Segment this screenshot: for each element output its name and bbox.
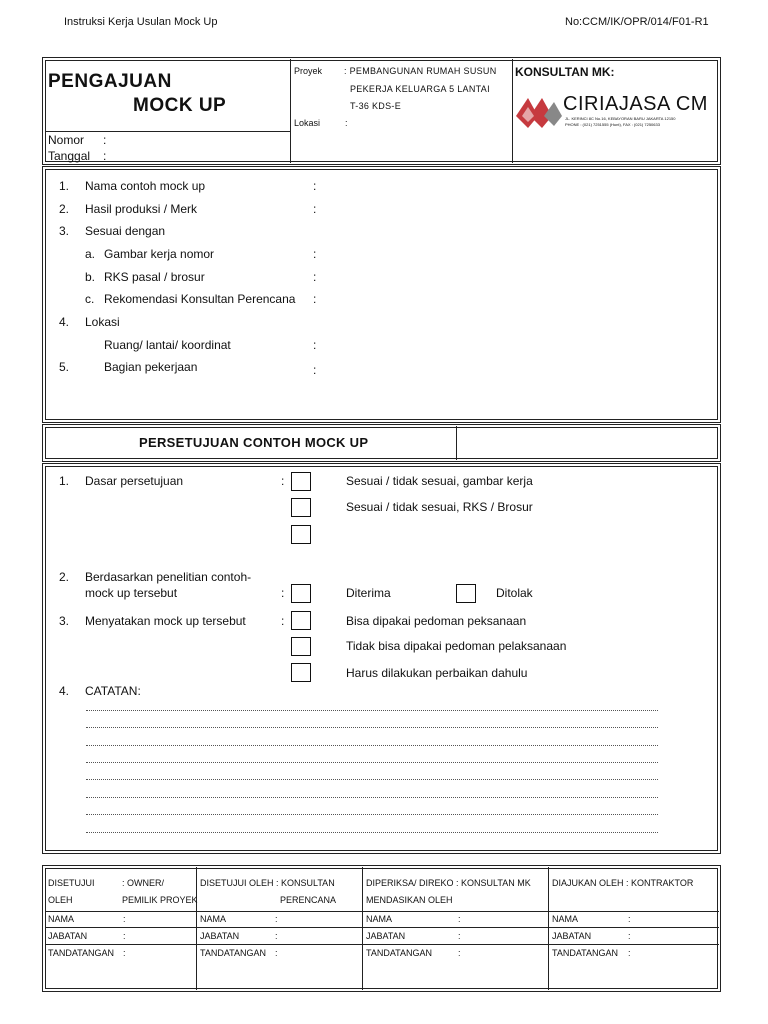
item-3c-colon: : xyxy=(313,292,317,306)
approval-1-label: Dasar persetujuan xyxy=(85,474,184,488)
sig-col4-nama-colon: : xyxy=(628,914,631,924)
option-sesuai-gambar-kerja: Sesuai / tidak sesuai, gambar kerja xyxy=(346,474,533,488)
item-3c-letter: c. xyxy=(85,292,95,306)
sig-col4-tandatangan-label: TANDATANGAN xyxy=(552,948,619,958)
proyek-label: Proyek xyxy=(294,66,323,76)
proyek-value-line2: PEKERJA KELUARGA 5 LANTAI xyxy=(350,84,490,94)
sig-col1-nama-label: NAMA xyxy=(48,914,75,924)
option-bisa-dipakai: Bisa dipakai pedoman peksanaan xyxy=(346,614,527,628)
checkbox-perbaikan-dahulu[interactable] xyxy=(291,663,311,682)
approval-section-title: PERSETUJUAN CONTOH MOCK UP xyxy=(139,435,369,450)
checkbox-bisa-dipakai[interactable] xyxy=(291,611,311,630)
item-4-label: Lokasi xyxy=(85,315,120,329)
item-2-label: Hasil produksi / Merk xyxy=(85,202,198,216)
item-3-number: 3. xyxy=(59,224,70,238)
option-diterima: Diterima xyxy=(346,586,391,600)
sig-col2-heading-line2: PERENCANA xyxy=(280,895,337,905)
logo-company-name: CIRIAJASA CM xyxy=(563,93,708,115)
sig-col3-tandatangan-label: TANDATANGAN xyxy=(366,948,433,958)
sig-col1-heading-line2: OLEH xyxy=(48,895,73,905)
item-2-colon: : xyxy=(313,202,317,216)
checkbox-sesuai-gambar-kerja[interactable] xyxy=(291,472,311,491)
sig-col2-jabatan-label: JABATAN xyxy=(200,931,240,941)
sig-col1-tandatangan-label: TANDATANGAN xyxy=(48,948,115,958)
sig-col3-jabatan-colon: : xyxy=(458,931,461,941)
sig-col1-tandatangan-colon: : xyxy=(123,948,126,958)
item-4-number: 4. xyxy=(59,315,70,329)
approval-1-colon: : xyxy=(281,474,285,488)
item-3a-label: Gambar kerja nomor xyxy=(104,247,215,261)
sig-col4-jabatan-label: JABATAN xyxy=(552,931,592,941)
sig-col2-nama-colon: : xyxy=(275,914,278,924)
checkbox-ditolak[interactable] xyxy=(456,584,476,603)
item-1-label: Nama contoh mock up xyxy=(85,179,206,193)
sig-col1-heading-line1: DISETUJUI xyxy=(48,878,95,888)
checkbox-diterima[interactable] xyxy=(291,584,311,603)
item-3b-colon: : xyxy=(313,270,317,284)
catatan-line-7[interactable] xyxy=(86,814,658,815)
tanggal-label: Tanggal xyxy=(48,149,91,163)
item-5-colon: : xyxy=(313,363,317,377)
option-sesuai-rks-brosur: Sesuai / tidak sesuai, RKS / Brosur xyxy=(346,500,533,514)
approval-2-number: 2. xyxy=(59,570,70,584)
tanggal-colon: : xyxy=(103,149,107,163)
sig-col4-jabatan-colon: : xyxy=(628,931,631,941)
item-3a-letter: a. xyxy=(85,247,96,261)
item-1-colon: : xyxy=(313,179,317,193)
catatan-line-4[interactable] xyxy=(86,762,658,763)
item-3b-letter: b. xyxy=(85,270,96,284)
sig-col3-nama-label: NAMA xyxy=(366,914,393,924)
item-4a-label: Ruang/ lantai/ koordinat xyxy=(104,338,231,352)
sig-col2-nama-label: NAMA xyxy=(200,914,227,924)
sig-col1-heading-line2b: PEMILIK PROYEK xyxy=(122,895,198,905)
sig-col4-tandatangan-colon: : xyxy=(628,948,631,958)
item-3c-label: Rekomendasi Konsultan Perencana xyxy=(104,292,296,306)
catatan-line-5[interactable] xyxy=(86,779,658,780)
form-title-line2: MOCK UP xyxy=(133,95,227,116)
catatan-label: CATATAN: xyxy=(85,684,141,698)
approval-1-number: 1. xyxy=(59,474,70,488)
sig-col2-tandatangan-colon: : xyxy=(275,948,278,958)
sig-col3-jabatan-label: JABATAN xyxy=(366,931,406,941)
sig-col1-nama-colon: : xyxy=(123,914,126,924)
sig-col2-tandatangan-label: TANDATANGAN xyxy=(200,948,267,958)
item-5-number: 5. xyxy=(59,360,70,374)
form-title-line1: PENGAJUAN xyxy=(48,71,172,92)
checkbox-tidak-bisa-dipakai[interactable] xyxy=(291,637,311,656)
lokasi-colon: : xyxy=(345,118,348,128)
sig-col4-nama-label: NAMA xyxy=(552,914,579,924)
sig-col1-heading-line1b: : OWNER/ xyxy=(122,878,164,888)
catatan-line-2[interactable] xyxy=(86,727,658,728)
proyek-value-line3: T-36 KDS-E xyxy=(350,101,402,111)
item-4a-colon: : xyxy=(313,338,317,352)
approval-3-colon: : xyxy=(281,614,285,628)
sig-col2-jabatan-colon: : xyxy=(275,931,278,941)
sig-col4-heading-line1: DIAJUKAN OLEH : KONTRAKTOR xyxy=(552,878,694,888)
nomor-label: Nomor xyxy=(48,133,85,147)
document-number: No:CCM/IK/OPR/014/F01-R1 xyxy=(565,16,709,28)
item-2-number: 2. xyxy=(59,202,70,216)
option-ditolak: Ditolak xyxy=(496,586,533,600)
konsultan-mk-label: KONSULTAN MK: xyxy=(515,65,615,79)
option-tidak-bisa-dipakai: Tidak bisa dipakai pedoman pelaksanaan xyxy=(346,639,567,653)
approval-2-colon: : xyxy=(281,586,285,600)
approval-3-label: Menyatakan mock up tersebut xyxy=(85,614,246,628)
checkbox-sesuai-rks-brosur[interactable] xyxy=(291,498,311,517)
checkbox-blank-option[interactable] xyxy=(291,525,311,544)
item-3a-colon: : xyxy=(313,247,317,261)
item-3-label: Sesuai dengan xyxy=(85,224,166,238)
item-5-label: Bagian pekerjaan xyxy=(104,360,198,374)
approval-details-section xyxy=(42,463,721,854)
approval-2-label-line1: Berdasarkan penelitian contoh- xyxy=(85,570,252,584)
sig-col2-heading-line1: DISETUJUI OLEH : KONSULTAN xyxy=(200,878,335,888)
item-3b-label: RKS pasal / brosur xyxy=(104,270,205,284)
approval-4-number: 4. xyxy=(59,684,70,698)
consultant-address: JL. KERINCI 8C No.16, KEBAYORAN BARU JAKARTA 12150 xyxy=(565,116,676,121)
nomor-colon: : xyxy=(103,133,107,147)
catatan-line-6[interactable] xyxy=(86,797,658,798)
sig-col3-nama-colon: : xyxy=(458,914,461,924)
approval-3-number: 3. xyxy=(59,614,70,628)
item-1-number: 1. xyxy=(59,179,70,193)
sig-col3-heading-line2: MENDASIKAN OLEH xyxy=(366,895,453,905)
sig-col1-jabatan-label: JABATAN xyxy=(48,931,88,941)
sig-col1-jabatan-colon: : xyxy=(123,931,126,941)
catatan-line-3[interactable] xyxy=(86,745,658,746)
approval-2-label-line2: mock up tersebut xyxy=(85,586,178,600)
document-header-title: Instruksi Kerja Usulan Mock Up xyxy=(64,16,218,28)
sig-col3-tandatangan-colon: : xyxy=(458,948,461,958)
proyek-value-line1: : PEMBANGUNAN RUMAH SUSUN xyxy=(344,66,497,76)
lokasi-label: Lokasi xyxy=(294,118,321,128)
ciriajasa-logo-icon xyxy=(514,92,564,130)
consultant-phone: PHONE : (021) 7251555 (Hunt), FAX : (021) 7250633 xyxy=(565,122,660,127)
catatan-line-1[interactable] xyxy=(86,710,658,711)
option-perbaikan-dahulu: Harus dilakukan perbaikan dahulu xyxy=(346,666,528,680)
sig-col3-heading-line1: DIPERIKSA/ DIREKO : KONSULTAN MK xyxy=(366,878,531,888)
catatan-line-8[interactable] xyxy=(86,832,658,833)
